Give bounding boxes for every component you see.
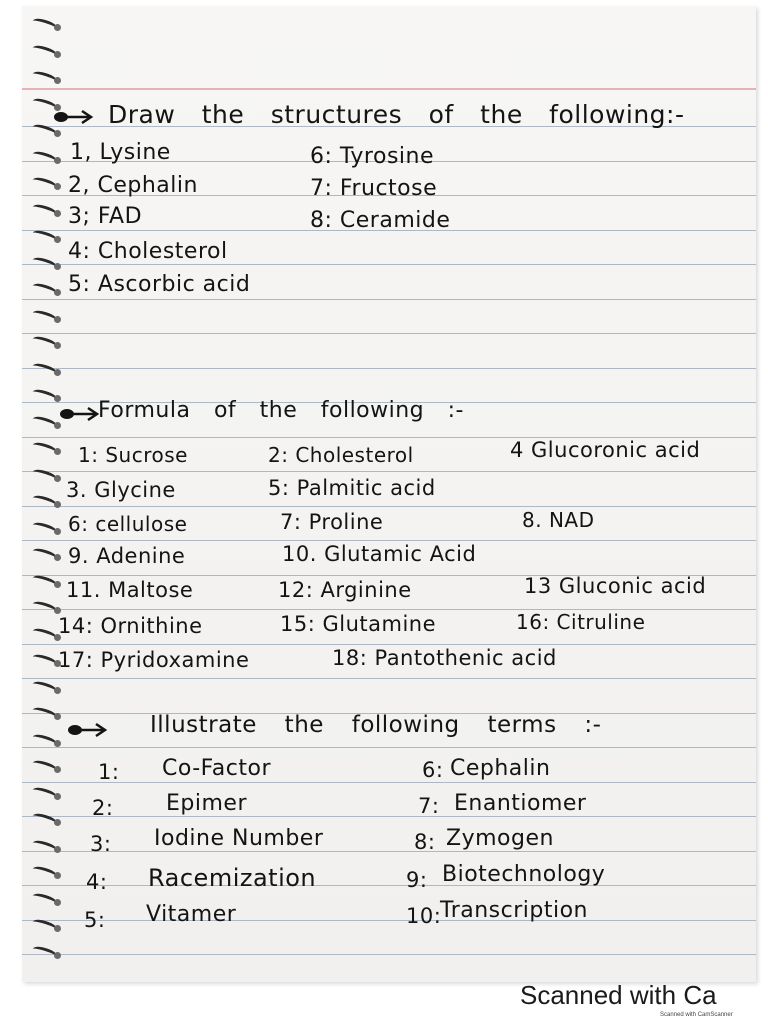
term-label: Racemization [148,864,317,892]
ruled-line [22,920,756,921]
term-label: Epimer [166,791,247,816]
list-item: 1, Lysine [70,140,171,165]
list-item: 11. Maltose [66,578,194,602]
term-label: Zymogen [446,826,554,851]
list-item: 7: Proline [280,510,384,534]
spiral-ring [32,577,62,587]
spiral-ring [32,497,62,507]
spiral-ring [32,73,62,83]
term-number: 3: [90,832,112,856]
spiral-ring [32,736,62,746]
spiral-ring [32,921,62,931]
list-item: 10. Glutamic Acid [282,542,477,566]
list-item: 14: Ornithine [58,614,203,638]
ruled-line [22,540,756,541]
ruled-line [22,471,756,472]
spiral-ring [32,312,62,322]
term-number: 1: [98,760,120,784]
bullet-arrow-icon [52,109,94,125]
list-item: 4: Cholesterol [68,239,228,264]
notebook-page [22,6,756,982]
list-item: 7: Fructose [310,176,438,201]
spiral-ring [32,126,62,136]
term-label: Cephalin [450,756,551,781]
list-item: 2: Cholesterol [268,443,414,467]
spiral-ring [32,709,62,719]
spiral-ring [32,524,62,534]
ruled-line [22,816,756,817]
list-item: 6: Tyrosine [310,144,435,169]
list-item: 15: Glutamine [280,612,437,636]
spiral-ring [32,868,62,878]
term-number: 10: [406,904,442,928]
term-number: 2: [92,796,114,820]
spiral-ring [32,338,62,348]
margin-line [22,88,756,90]
list-item: 8. NAD [522,508,595,532]
spiral-ring [32,365,62,375]
term-number: 6: [422,758,444,782]
list-item: 6: cellulose [68,512,188,536]
list-item: 18: Pantothenic acid [332,646,557,670]
spiral-ring [32,285,62,295]
spiral-ring [32,789,62,799]
term-label: Co-Factor [162,756,272,781]
spiral-ring [32,948,62,958]
spiral-ring [32,47,62,57]
ruled-line [22,782,756,783]
section2-heading: Formula of the following :- [98,398,464,423]
spiral-ring [32,550,62,560]
list-item: 4 Glucoronic acid [510,438,701,462]
list-item: 8: Ceramide [310,208,451,233]
spiral-ring [32,391,62,401]
list-item: 16: Citruline [516,610,646,634]
ruled-line [22,333,756,334]
spiral-ring [32,444,62,454]
spiral-ring [32,206,62,216]
spiral-ring [32,20,62,30]
spiral-ring [32,153,62,163]
term-number: 7: [418,794,440,818]
bullet-arrow-icon [58,406,100,422]
ruled-line [22,678,756,679]
spiral-ring [32,603,62,613]
list-item: 1: Sucrose [78,443,188,467]
ruled-line [22,264,756,265]
spiral-ring [32,259,62,269]
ruled-line [22,609,756,610]
list-item: 3. Glycine [66,478,176,502]
list-item: 3; FAD [68,204,143,229]
ruled-line [22,747,756,748]
list-item: 17: Pyridoxamine [58,648,250,672]
bullet-arrow-icon [66,722,108,738]
ruled-line [22,299,756,300]
term-number: 5: [84,908,106,932]
list-item: 2, Cephalin [68,173,198,198]
section3-heading: Illustrate the following terms :- [150,712,602,738]
list-item: 9. Adenine [68,544,186,568]
list-item: 5: Ascorbic acid [68,272,251,297]
term-number: 9: [406,868,428,892]
scanner-credit: Scanned with CamScanner [660,1012,733,1018]
term-label: Biotechnology [442,862,606,887]
section1-heading: Draw the structures of the following:- [108,100,685,129]
term-label: Transcription [440,898,588,923]
scanner-watermark: Scanned with Ca [520,980,717,1010]
list-item: 5: Palmitic acid [268,476,436,500]
term-label: Vitamer [146,902,237,927]
term-number: 4: [86,870,108,894]
spiral-binding [22,6,68,982]
term-label: Enantiomer [454,791,587,816]
spiral-ring [32,232,62,242]
spiral-ring [32,683,62,693]
ruled-line [22,954,756,955]
ruled-line [22,885,756,886]
spiral-ring [32,895,62,905]
spiral-ring [32,179,62,189]
ruled-line [22,851,756,852]
list-item: 12: Arginine [278,578,412,602]
term-label: Iodine Number [154,826,324,851]
ruled-line [22,368,756,369]
spiral-ring [32,815,62,825]
list-item: 13 Gluconic acid [524,574,707,598]
spiral-ring [32,762,62,772]
spiral-ring [32,842,62,852]
ruled-line [22,644,756,645]
spiral-ring [32,471,62,481]
term-number: 8: [414,830,436,854]
ruled-line [22,506,756,507]
